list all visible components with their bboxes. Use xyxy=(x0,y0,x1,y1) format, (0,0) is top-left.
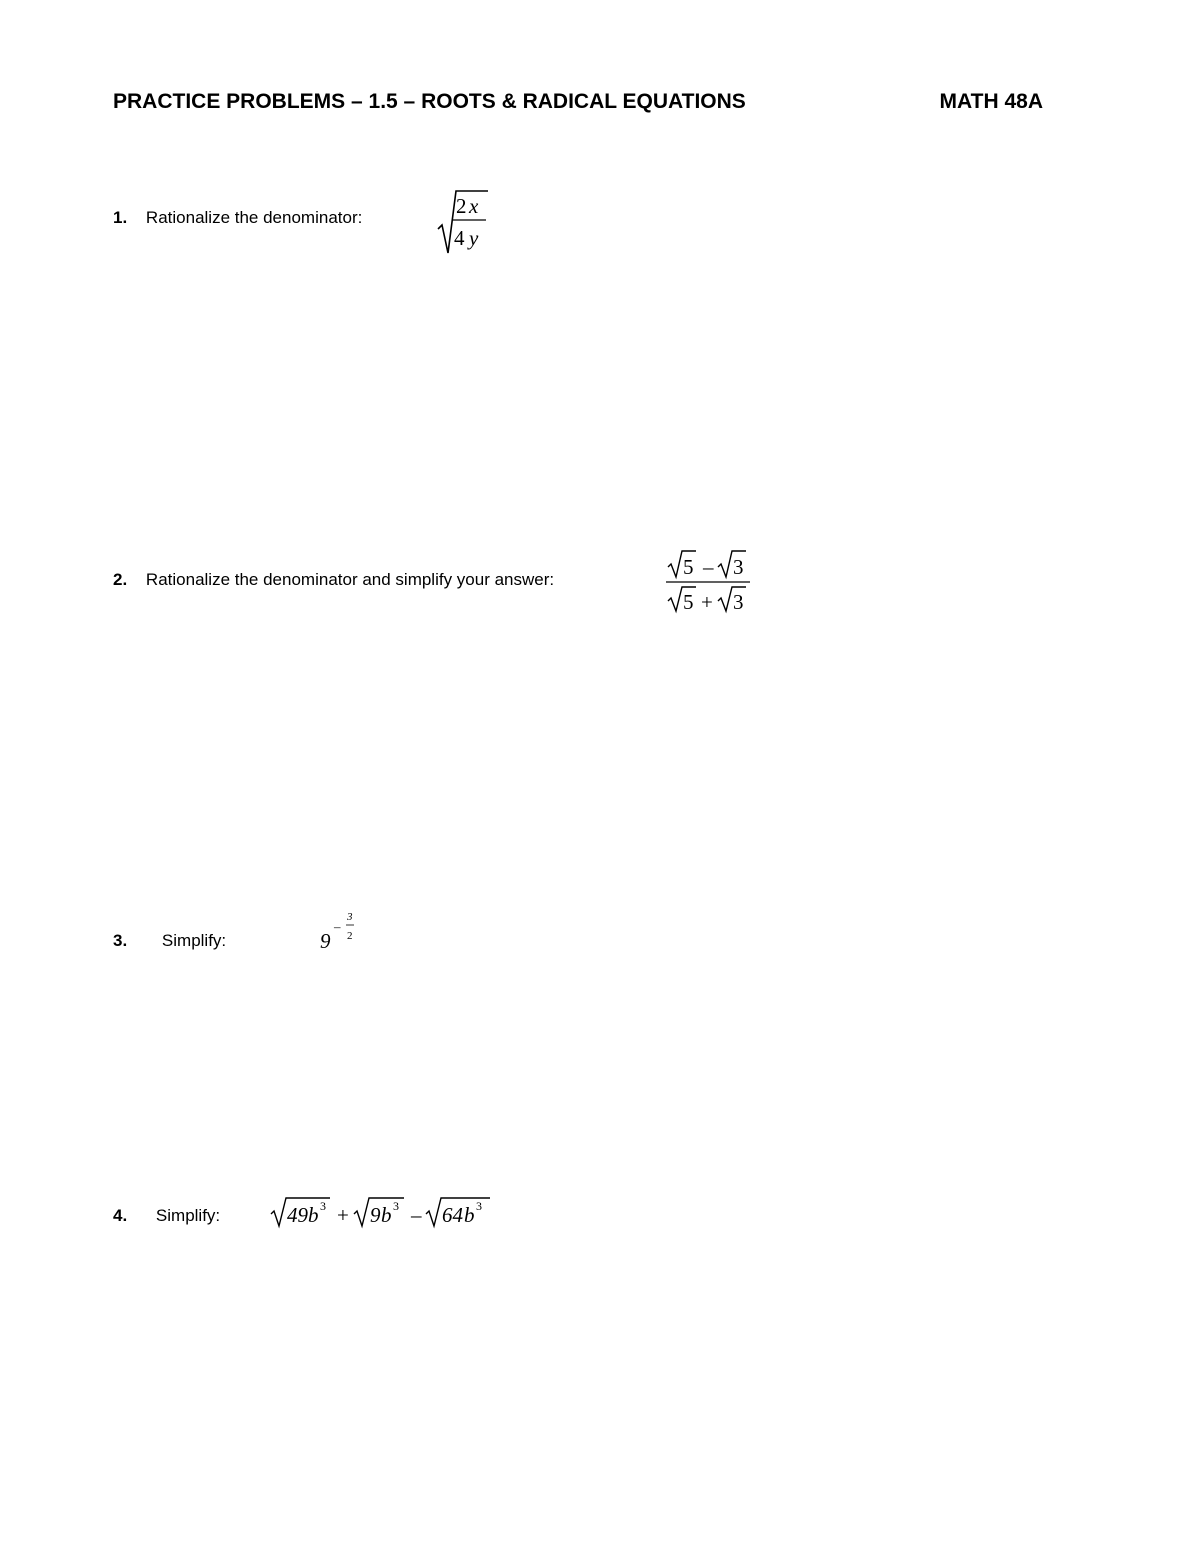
page-header xyxy=(113,90,1043,120)
problem-prompt: Simplify: xyxy=(155,1206,221,1225)
problem-1 xyxy=(113,208,362,228)
denominator-coefficient: 4 xyxy=(454,226,465,250)
numerator-variable: x xyxy=(469,194,479,218)
term-2-operator: + xyxy=(337,1203,349,1227)
term-3-power: 3 xyxy=(476,1199,482,1213)
term-3-operator: – xyxy=(411,1203,422,1227)
problem-number: 2. xyxy=(113,570,128,589)
numerator-radicand-1: 5 xyxy=(683,555,694,579)
problem-number: 4. xyxy=(113,1206,128,1225)
problem-4-expression xyxy=(266,1192,496,1234)
denominator-operator: + xyxy=(701,590,713,614)
term-2-variable: b xyxy=(381,1203,392,1227)
term-1-coefficient: 49 xyxy=(287,1203,308,1227)
problem-prompt: Rationalize the denominator: xyxy=(145,208,363,227)
denominator-radicand-1: 5 xyxy=(683,590,694,614)
denominator-variable: y xyxy=(469,226,479,250)
term-1-variable: b xyxy=(308,1203,319,1227)
term-2-coefficient: 9 xyxy=(370,1203,381,1227)
term-1-power: 3 xyxy=(320,1199,326,1213)
exponent-sign: – xyxy=(334,919,341,934)
exponent-denominator: 2 xyxy=(347,930,353,942)
problem-number: 3. xyxy=(113,931,128,950)
course-label: MATH 48A xyxy=(939,90,1043,113)
numerator-coefficient: 2 xyxy=(456,194,467,218)
problem-1-expression xyxy=(432,185,492,257)
problem-4 xyxy=(113,1206,220,1226)
numerator-radicand-2: 3 xyxy=(733,555,744,579)
problem-prompt: Simplify: xyxy=(161,931,227,950)
problem-3 xyxy=(113,931,226,951)
problem-2-expression xyxy=(662,545,754,615)
problem-2 xyxy=(113,570,554,590)
numerator-operator: – xyxy=(703,555,714,579)
problem-prompt: Rationalize the denominator and simplify your answer: xyxy=(145,570,555,589)
term-3-coefficient: 64 xyxy=(442,1203,463,1227)
term-2-power: 3 xyxy=(393,1199,399,1213)
term-3-variable: b xyxy=(464,1203,475,1227)
page-title: PRACTICE PROBLEMS – 1.5 – ROOTS & RADICAL EQUATIONS xyxy=(113,90,746,113)
problem-number: 1. xyxy=(113,208,128,227)
base: 9 xyxy=(320,929,331,952)
problem-3-expression xyxy=(318,906,366,952)
exponent-numerator: 3 xyxy=(347,911,353,923)
denominator-radicand-2: 3 xyxy=(733,590,744,614)
